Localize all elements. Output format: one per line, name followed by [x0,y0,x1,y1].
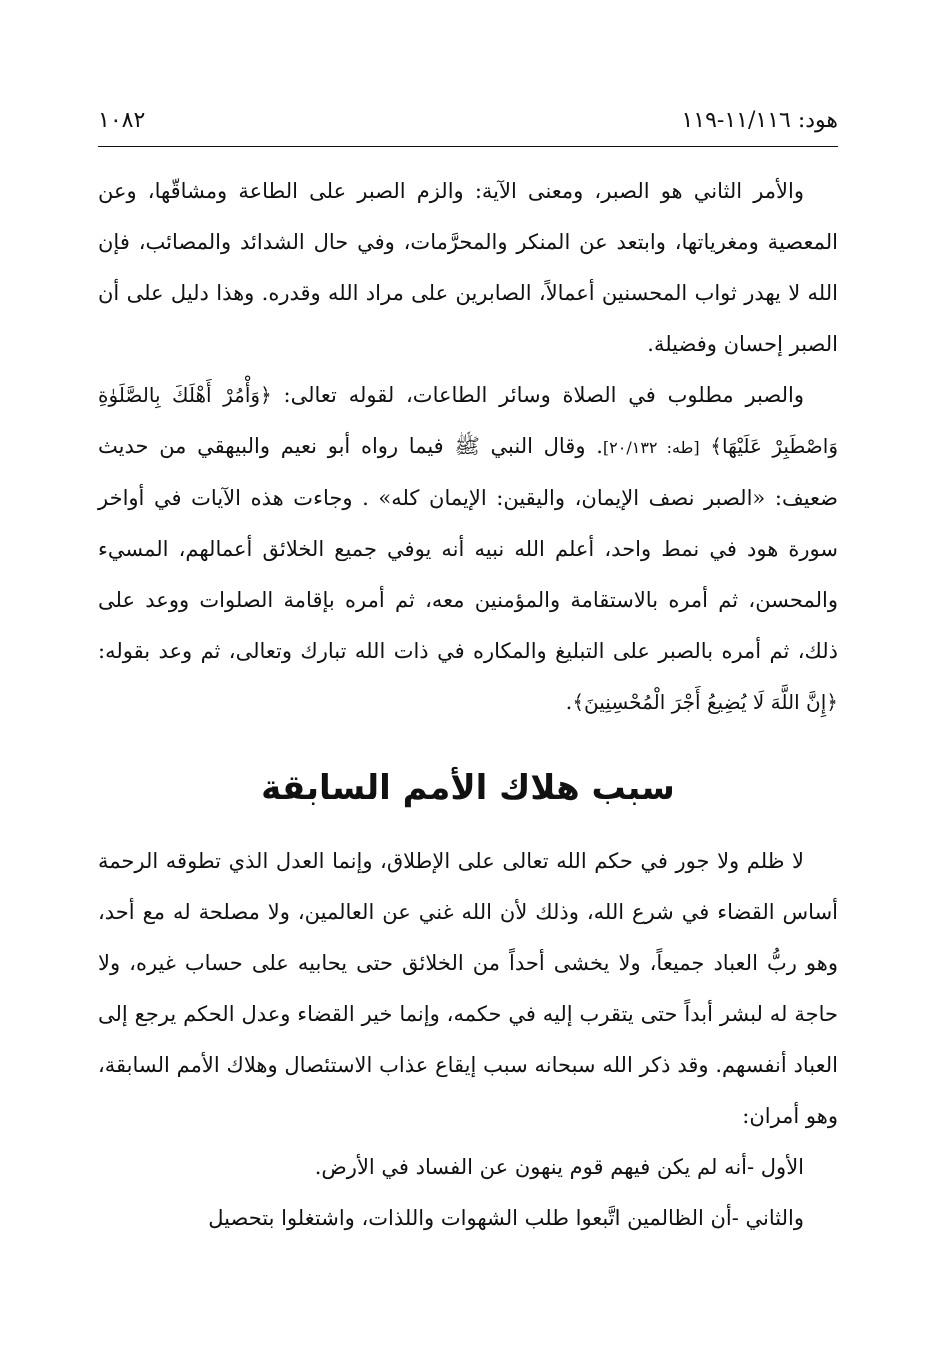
paragraph-second-reason: والثاني -أن الظالمين اتَّبعوا طلب الشهوات واللذات، واشتغلوا بتحصيل [208,1206,804,1230]
hadith-text: . وقال النبي ﷺ فيما رواه أبو نعيم والبيهقي من حديث ضعيف: «الصبر نصف الإيمان، واليقين: الإيمان كله» . وجاءت هذه الآيات في أواخر سورة هود في نمط واحد، أعلم الله نبيه أنه يوفي جميع الخلائق أعمالهم، المسيء والمحسن، ثم أمره بالاستقامة والمؤمنين معه، ثم أمره بإقامة الصلوات ووعد على ذلك، ثم أمره بالصبر على التبليغ والمكاره في ذات الله تبارك وتعالى، ثم وعد بقوله: [98,434,838,663]
verse-reference: [طه: ٢٠/١٣٢] [602,438,700,457]
quran-verse-taha: ﴿وَأْمُرْ أَهْلَكَ بِالصَّلَوٰةِ وَاصْطَبِرْ عَلَيْهَا﴾ [98,383,838,458]
page-number: ١٠٨٢ [98,108,146,133]
header-rule [98,146,838,147]
paragraph-patience: والأمر الثاني هو الصبر، ومعنى الآية: والزم الصبر على الطاعة ومشاقّها، وعن المعصية ومغرياتها، وابتعد عن المنكر والمحرَّمات، وفي حال الشدائد والمصائب، فإن الله لا يهدر ثواب المحسنين أعمالاً، الصابرين على مراد الله وقدره. وهذا دليل على أن الصبر إحسان وفضيلة. [98,179,838,356]
paragraph-justice: لا ظلم ولا جور في حكم الله تعالى على الإطلاق، وإنما العدل الذي تطوقه الرحمة أساس القضاء في شرع الله، وذلك لأن الله غني عن العالمين، ولا مصلحة له مع أحد، وهو ربُّ العباد جميعاً، ولا يخشى أحداً من الخلائق حتى يحابيه على حساب غيره، ولا حاجة له لبشر أبداً حتى يتقرب إليه في حكمه، وإنما خير القضاء وعدل الحكم يرجع إلى العباد أنفسهم. وقد ذكر الله سبحانه سبب إيقاع عذاب الاستئصال وهلاك الأمم السابقة، وهو أمران: [98,849,838,1128]
section-title: سبب هلاك الأمم السابقة [261,768,675,808]
paragraph-prayer [98,370,838,728]
paragraph-end: . [565,690,573,714]
quran-verse-muhsinin: ﴿إِنَّ اللَّهَ لَا يُضِيعُ أَجْرَ الْمُحْسِنِينَ﴾ [572,690,838,714]
top-text-block [98,166,838,728]
paragraph-first-reason: الأول -أنه لم يكن فيهم قوم ينهون عن الفساد في الأرض. [314,1155,804,1179]
chapter-reference: هود: ١١/١١٦-١١٩ [681,108,838,133]
bottom-text-block [98,836,838,1244]
running-head [98,108,838,148]
prayer-intro: والصبر مطلوب في الصلاة وسائر الطاعات، لقوله تعالى: [271,383,804,407]
